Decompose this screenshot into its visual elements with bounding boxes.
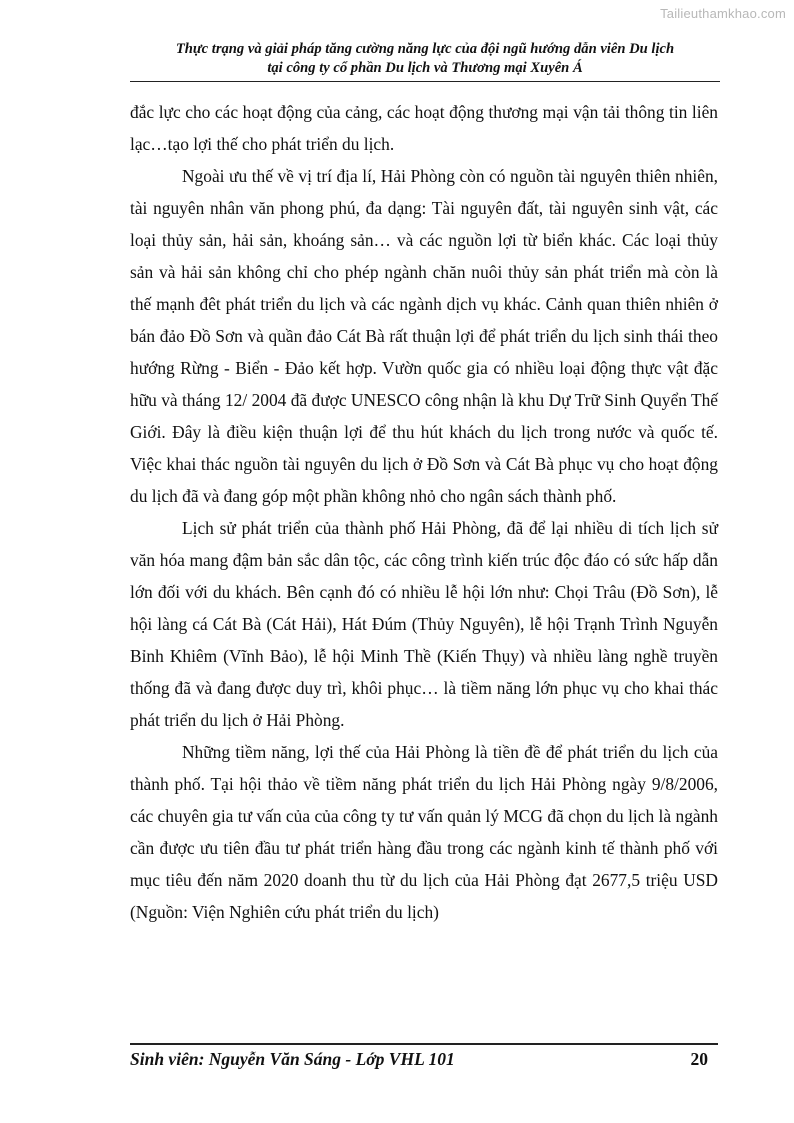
- page-number: 20: [690, 1049, 708, 1069]
- paragraph-2: Ngoài ưu thế về vị trí địa lí, Hải Phòng còn có nguồn tài nguyên thiên nhiên, tài nguyên nhân văn phong phú, đa dạng: Tài nguyên đất, tài nguyên sinh vật, các loại thủy sản, hải sản, khoáng sản… và các nguồn lợi từ biển khác. Các loại thủy sản và hải sản không chỉ cho phép ngành chăn nuôi thủy sản phát triển mà còn là thế mạnh đêt phát triển du lịch và các ngành dịch vụ khác. Cảnh quan thiên nhiên ở bán đảo Đồ Sơn và quần đảo Cát Bà rất thuận lợi để phát triển du lịch sinh thái theo hướng Rừng - Biển - Đảo kết hợp. Vườn quốc gia có nhiều loại động thực vật đặc hữu và tháng 12/ 2004 đã được UNESCO công nhận là khu Dự Trữ Sinh Quyển Thế Giới. Đây là điều kiện thuận lợi để thu hút khách du lịch trong nước và quốc tế. Việc khai thác nguồn tài nguyên du lịch ở Đồ Sơn và Cát Bà phục vụ cho hoạt động du lịch đã và đang góp một phần không nhỏ cho ngân sách thành phố.: [130, 166, 718, 506]
- paragraph-3: Lịch sử phát triển của thành phố Hải Phòng, đã để lại nhiều di tích lịch sử văn hóa mang đậm bản sắc dân tộc, các công trình kiến trúc độc đáo có sức hấp dẫn lớn đối với du khách. Bên cạnh đó có nhiều lễ hội lớn như: Chọi Trâu (Đồ Sơn), lễ hội làng cá Cát Bà (Cát Hải), Hát Đúm (Thủy Nguyên), lễ hội Trạnh Trình Nguyễn Bỉnh Khiêm (Vĩnh Bảo), lễ hội Minh Thề (Kiến Thụy) và nhiều làng nghề truyền thống đã và đang được duy trì, khôi phục… là tiềm năng lớn phục vụ cho khai thác phát triển du lịch ở Hải Phòng.: [130, 518, 718, 730]
- header-title-line-1: Thực trạng và giải pháp tăng cường năng lực của đội ngũ hướng dẫn viên Du lịch: [175, 41, 675, 57]
- document-body: [130, 96, 718, 928]
- paragraph-1: đắc lực cho các hoạt động của cảng, các hoạt động thương mại vận tải thông tin liên lạc…tạo lợi thế cho phát triển du lịch.: [130, 102, 718, 154]
- paragraph-4: Những tiềm năng, lợi thế của Hải Phòng là tiền đề để phát triển du lịch của thành phố. Tại hội thảo về tiềm năng phát triển du lịch Hải Phòng ngày 9/8/2006, các chuyên gia tư vấn của của công ty tư vấn quản lý MCG đã chọn du lịch là ngành cần được ưu tiên đầu tư phát triển hàng đầu trong các ngành kinh tế thành phố với mục tiêu đến năm 2020 doanh thu từ du lịch của Hải Phòng đạt 2677,5 triệu USD (Nguồn: Viện Nghiên cứu phát triển du lịch): [130, 742, 718, 922]
- header-title-line-2: tại công ty cổ phần Du lịch và Thương mại Xuyên Á: [267, 60, 583, 76]
- watermark: Tailieuthamkhao.com: [660, 6, 786, 21]
- page-header: [130, 40, 720, 82]
- page-footer: [130, 1043, 718, 1071]
- footer-author: Sinh viên: Nguyễn Văn Sáng - Lớp VHL 101: [130, 1049, 455, 1069]
